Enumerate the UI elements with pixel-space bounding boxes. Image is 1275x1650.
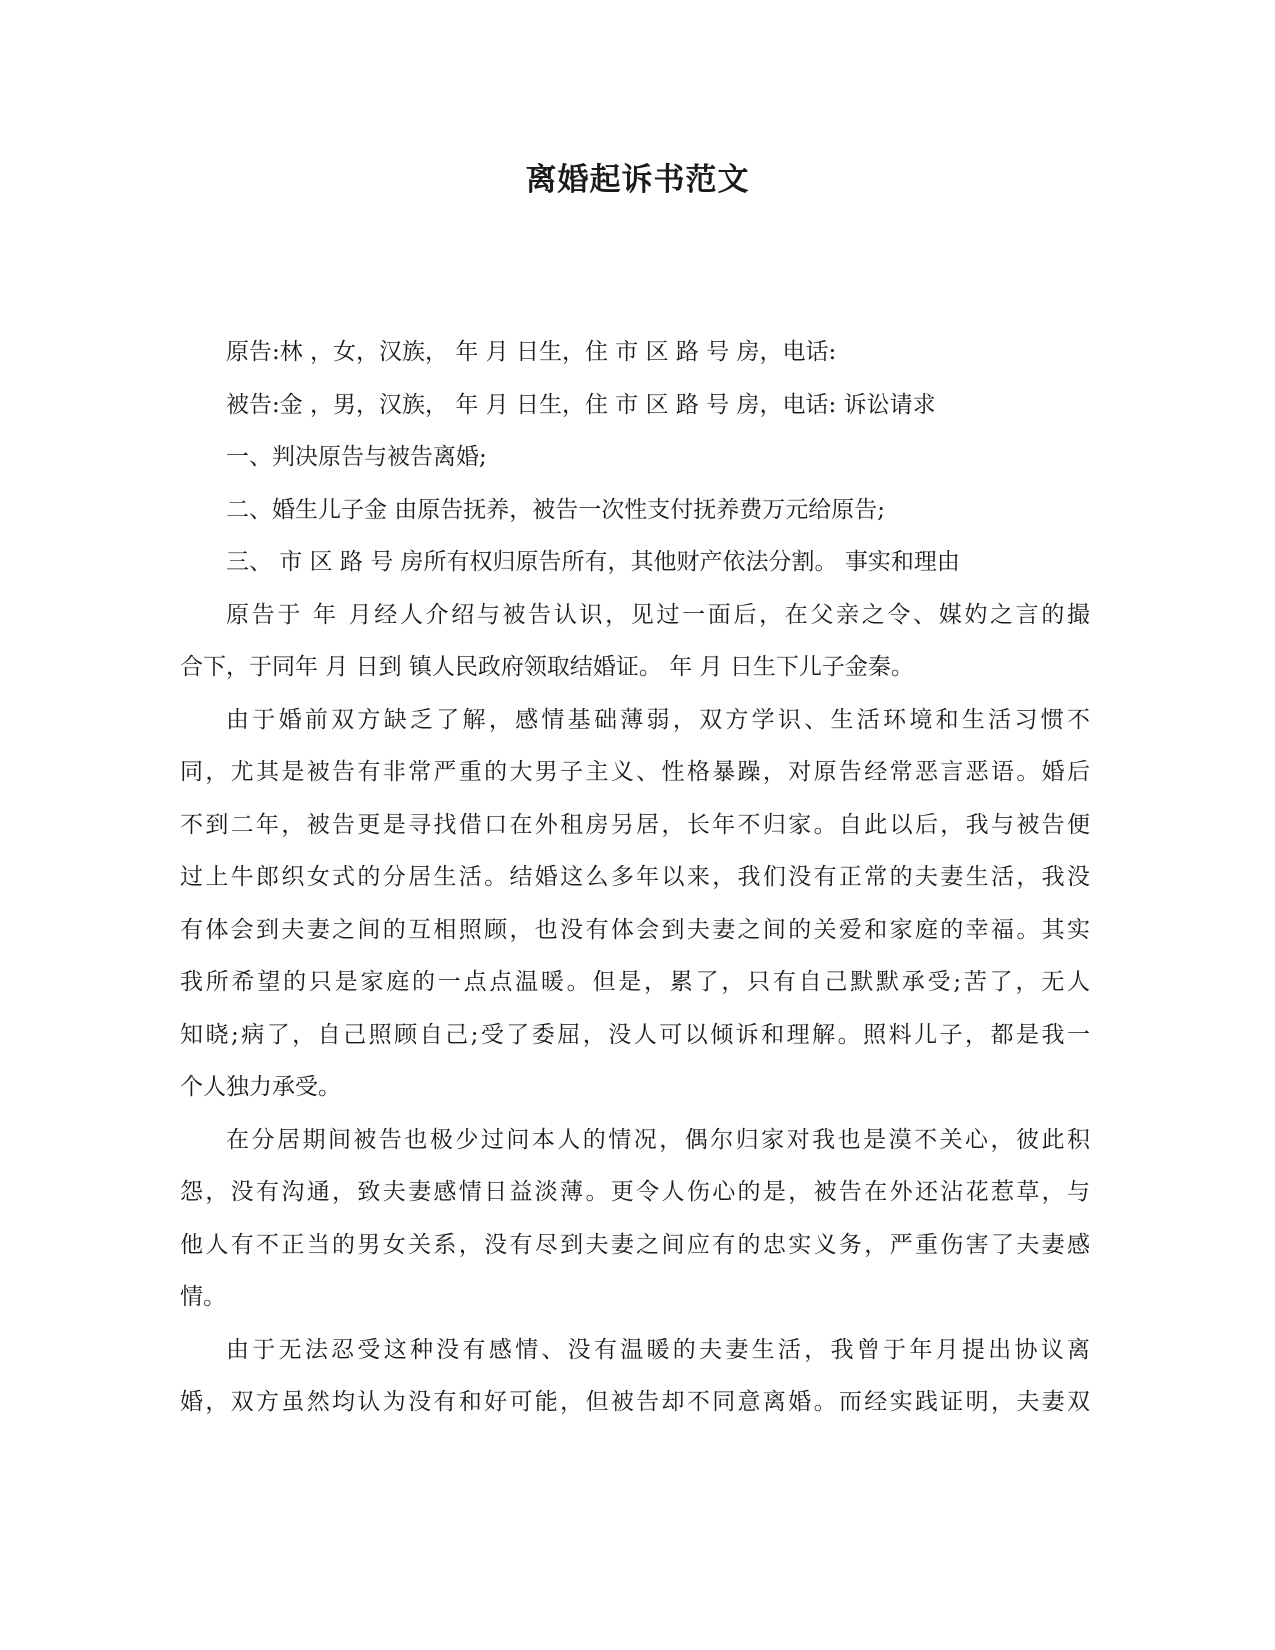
paragraph-line: 个人独力承受。 (180, 1074, 341, 1100)
paragraph-line: 知晓;病了，自己照顾自己;受了委屈，没人可以倾诉和理解。照料儿子，都是我一 (180, 1021, 1090, 1048)
claim-item-1: 一、判决原告与被告离婚; (226, 444, 487, 470)
paragraph-line: 他人有不正当的男女关系，没有尽到夫妻之间应有的忠实义务，严重伤害了夫妻感 (180, 1231, 1090, 1258)
paragraph-line: 原告于 年 月经人介绍与被告认识，见过一面后，在父亲之令、媒妁之言的撮 (226, 601, 1090, 628)
paragraph-line: 由于婚前双方缺乏了解，感情基础薄弱，双方学识、生活环境和生活习惯不 (226, 706, 1090, 733)
claim-item-3: 三、 市 区 路 号 房所有权归原告所有，其他财产依法分割。 事实和理由 (226, 549, 960, 575)
paragraph-line: 在分居期间被告也极少过问本人的情况，偶尔归家对我也是漠不关心，彼此积 (226, 1126, 1090, 1153)
paragraph-line: 不到二年，被告更是寻找借口在外租房另居，长年不归家。自此以后，我与被告便 (180, 811, 1090, 838)
paragraph-line: 有体会到夫妻之间的互相照顾，也没有体会到夫妻之间的关爱和家庭的幸福。其实 (180, 916, 1090, 943)
paragraph-line: 过上牛郎织女式的分居生活。结婚这么多年以来，我们没有正常的夫妻生活，我没 (180, 864, 1090, 890)
paragraph-line: 我所希望的只是家庭的一点点温暖。但是，累了，只有自己默默承受;苦了，无人 (180, 969, 1090, 995)
paragraph-line: 同，尤其是被告有非常严重的大男子主义、性格暴躁，对原告经常恶言恶语。婚后 (180, 759, 1090, 785)
paragraph-line: 合下，于同年 月 日到 镇人民政府领取结婚证。 年 月 日生下儿子金秦。 (180, 654, 914, 680)
plaintiff-info-line: 原告:林 ，女，汉族， 年 月 日生，住 市 区 路 号 房，电话: (226, 339, 837, 365)
paragraph-line: 婚，双方虽然均认为没有和好可能，但被告却不同意离婚。而经实践证明，夫妻双 (180, 1389, 1090, 1415)
defendant-info-line: 被告:金 ，男，汉族， 年 月 日生，住 市 区 路 号 房，电话: 诉讼请求 (226, 391, 936, 418)
paragraph-line: 由于无法忍受这种没有感情、没有温暖的夫妻生活，我曾于年月提出协议离 (226, 1336, 1090, 1363)
document-body (180, 326, 1090, 1429)
paragraph-line: 情。 (180, 1284, 226, 1310)
paragraph-line: 怨，没有沟通，致夫妻感情日益淡薄。更令人伤心的是，被告在外还沾花惹草，与 (180, 1179, 1090, 1205)
document-title: 离婚起诉书范文 (525, 162, 750, 198)
claim-item-2: 二、婚生儿子金 由原告抚养，被告一次性支付抚养费万元给原告; (226, 496, 886, 523)
